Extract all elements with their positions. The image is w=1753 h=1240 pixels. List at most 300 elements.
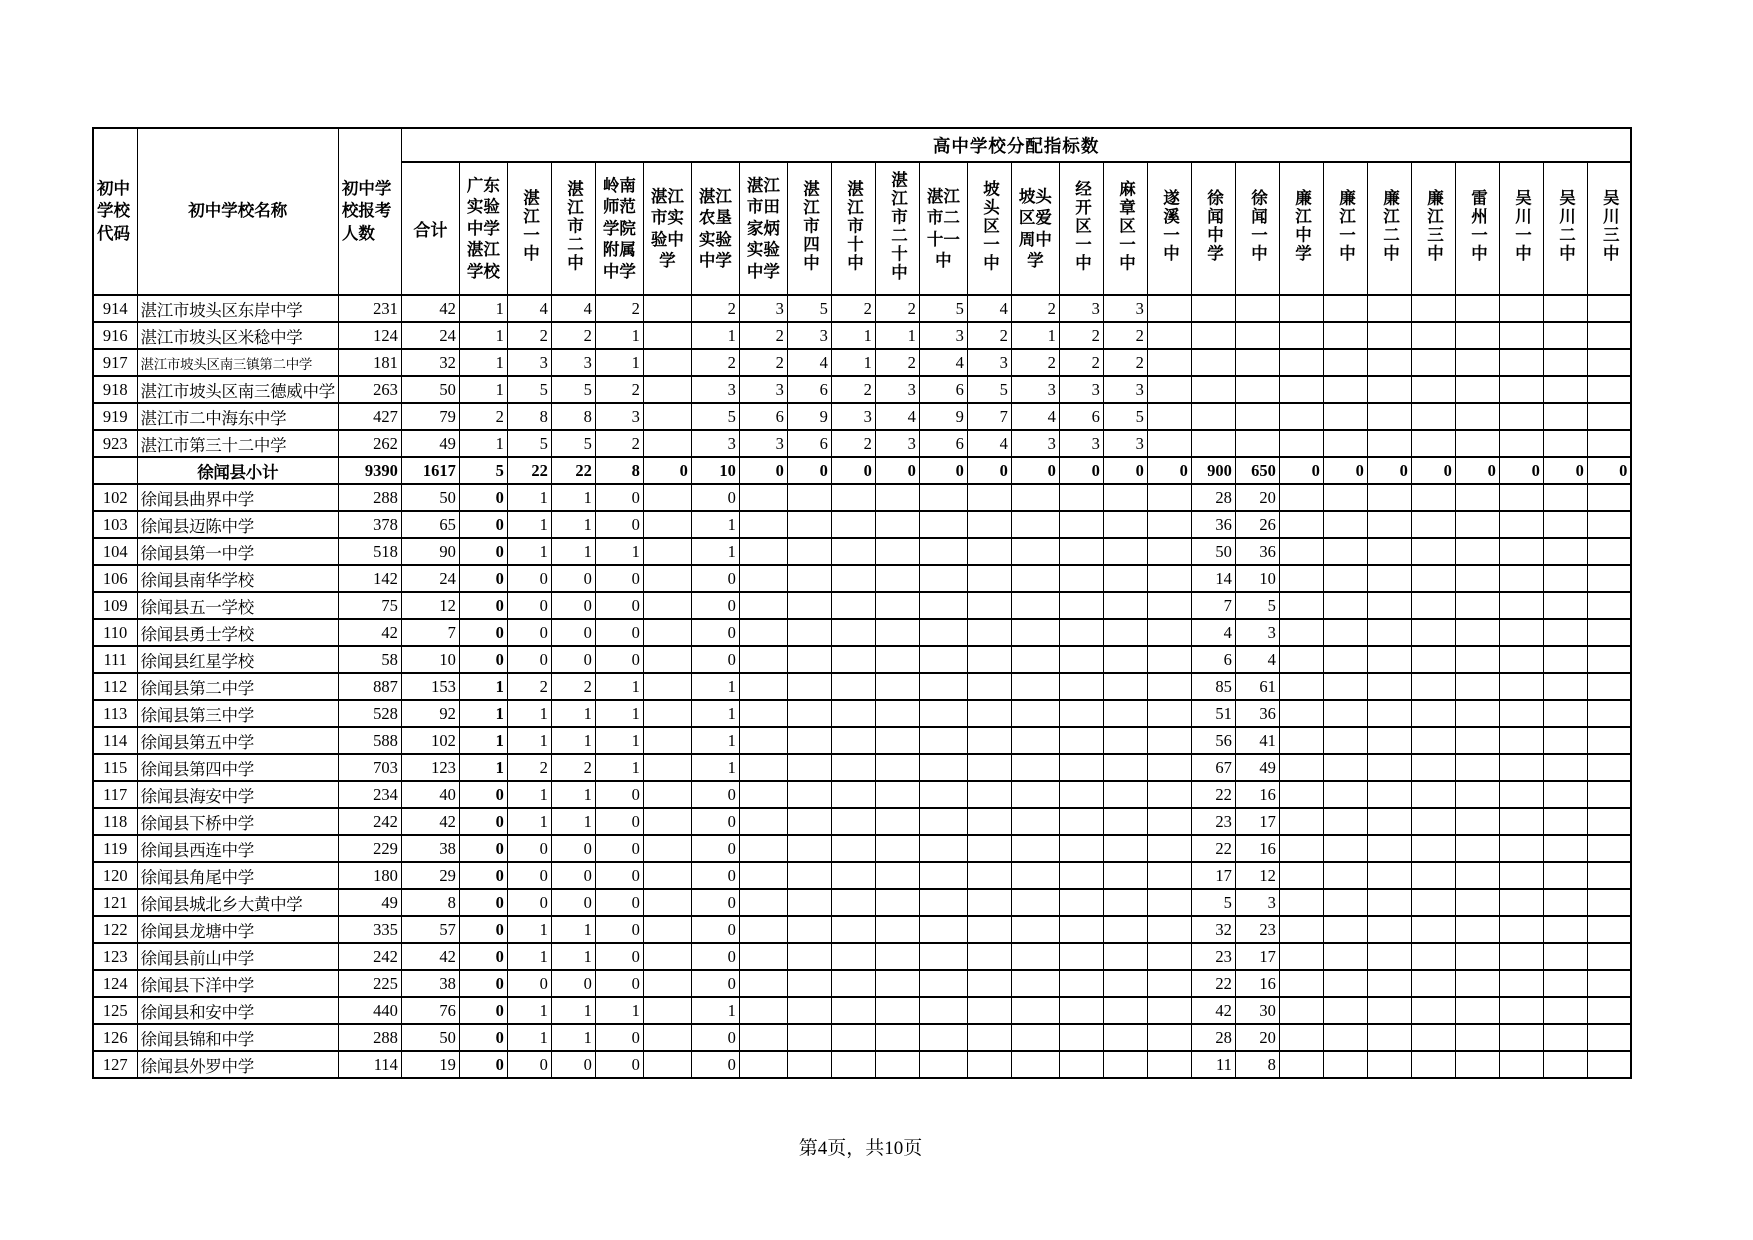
cell-quota-19	[1279, 997, 1323, 1024]
cell-quota-17: 28	[1191, 484, 1235, 511]
cell-quota-22	[1411, 484, 1455, 511]
cell-quota-17: 5	[1191, 889, 1235, 916]
cell-quota-6: 3	[691, 430, 739, 457]
cell-quota-1: 0	[459, 592, 507, 619]
table-row	[93, 403, 1631, 430]
cell-quota-5	[643, 862, 691, 889]
cell-quota-17: 51	[1191, 700, 1235, 727]
cell-quota-6: 1	[691, 511, 739, 538]
cell-quota-22	[1411, 376, 1455, 403]
cell-quota-25	[1543, 943, 1587, 970]
cell-quota-20	[1323, 673, 1367, 700]
cell-quota-13	[1011, 970, 1059, 997]
cell-quota-20	[1323, 592, 1367, 619]
cell-quota-8	[787, 862, 831, 889]
cell-quota-0: 38	[401, 835, 459, 862]
cell-quota-4: 0	[595, 916, 643, 943]
cell-school-code: 126	[93, 1024, 137, 1051]
cell-quota-13: 4	[1011, 403, 1059, 430]
cell-quota-22	[1411, 700, 1455, 727]
cell-quota-21	[1367, 403, 1411, 430]
cell-quota-5	[643, 646, 691, 673]
cell-quota-18: 17	[1235, 808, 1279, 835]
cell-quota-21	[1367, 781, 1411, 808]
cell-school-name: 徐闻县红星学校	[137, 646, 338, 673]
cell-applicants: 703	[338, 754, 401, 781]
cell-quota-21	[1367, 727, 1411, 754]
cell-quota-4: 2	[595, 295, 643, 322]
cell-school-name: 徐闻县南华学校	[137, 565, 338, 592]
cell-quota-0: 38	[401, 970, 459, 997]
cell-quota-22	[1411, 322, 1455, 349]
cell-quota-1: 0	[459, 1024, 507, 1051]
table-body	[93, 295, 1631, 1078]
cell-quota-7: 2	[739, 322, 787, 349]
cell-school-code: 917	[93, 349, 137, 376]
cell-quota-15	[1103, 916, 1147, 943]
cell-school-name: 湛江市坡头区南三镇第二中学	[137, 349, 338, 376]
table-row	[93, 700, 1631, 727]
cell-quota-18: 23	[1235, 916, 1279, 943]
table-row	[93, 1051, 1631, 1078]
cell-quota-2: 22	[507, 457, 551, 484]
cell-quota-10	[875, 1051, 919, 1078]
cell-applicants: 528	[338, 700, 401, 727]
table-row	[93, 808, 1631, 835]
cell-quota-3: 5	[551, 376, 595, 403]
cell-quota-4: 0	[595, 619, 643, 646]
cell-quota-3: 1	[551, 511, 595, 538]
table-row	[93, 538, 1631, 565]
cell-quota-23	[1455, 322, 1499, 349]
cell-quota-24	[1499, 997, 1543, 1024]
cell-quota-13	[1011, 619, 1059, 646]
cell-quota-3: 0	[551, 592, 595, 619]
cell-quota-9	[831, 943, 875, 970]
cell-quota-0: 153	[401, 673, 459, 700]
cell-quota-14	[1059, 997, 1103, 1024]
cell-quota-4: 1	[595, 997, 643, 1024]
cell-quota-19	[1279, 376, 1323, 403]
cell-quota-12	[967, 511, 1011, 538]
cell-quota-18	[1235, 376, 1279, 403]
cell-quota-10	[875, 835, 919, 862]
cell-school-code: 112	[93, 673, 137, 700]
cell-quota-26	[1587, 538, 1631, 565]
cell-quota-2: 1	[507, 538, 551, 565]
cell-quota-11: 5	[919, 295, 967, 322]
cell-quota-11	[919, 727, 967, 754]
cell-quota-16	[1147, 835, 1191, 862]
cell-quota-15	[1103, 646, 1147, 673]
cell-quota-11	[919, 916, 967, 943]
cell-quota-1: 0	[459, 916, 507, 943]
cell-quota-14	[1059, 646, 1103, 673]
cell-applicants: 427	[338, 403, 401, 430]
cell-quota-8	[787, 592, 831, 619]
cell-quota-14: 2	[1059, 322, 1103, 349]
cell-quota-14	[1059, 1024, 1103, 1051]
cell-quota-6: 0	[691, 970, 739, 997]
cell-quota-24	[1499, 916, 1543, 943]
table-row	[93, 430, 1631, 457]
cell-quota-16	[1147, 565, 1191, 592]
column-header-school-14: 经开区一中	[1059, 162, 1103, 295]
cell-quota-22	[1411, 619, 1455, 646]
column-header-school-5: 湛江市实验中学	[643, 162, 691, 295]
cell-quota-13	[1011, 835, 1059, 862]
cell-quota-14	[1059, 727, 1103, 754]
cell-quota-15	[1103, 727, 1147, 754]
cell-quota-15	[1103, 943, 1147, 970]
cell-quota-0: 49	[401, 430, 459, 457]
cell-quota-16	[1147, 1051, 1191, 1078]
cell-quota-19	[1279, 1024, 1323, 1051]
cell-quota-21	[1367, 376, 1411, 403]
cell-applicants: 335	[338, 916, 401, 943]
cell-quota-1: 1	[459, 376, 507, 403]
cell-quota-0: 50	[401, 376, 459, 403]
cell-applicants: 58	[338, 646, 401, 673]
cell-quota-6: 0	[691, 943, 739, 970]
cell-quota-16	[1147, 943, 1191, 970]
cell-quota-6: 1	[691, 673, 739, 700]
cell-quota-20	[1323, 862, 1367, 889]
cell-quota-20	[1323, 322, 1367, 349]
cell-quota-11	[919, 538, 967, 565]
cell-applicants: 42	[338, 619, 401, 646]
cell-quota-20	[1323, 646, 1367, 673]
cell-quota-21	[1367, 538, 1411, 565]
cell-quota-4: 0	[595, 943, 643, 970]
table-row	[93, 862, 1631, 889]
cell-quota-24	[1499, 349, 1543, 376]
cell-quota-0: 57	[401, 916, 459, 943]
cell-quota-14	[1059, 700, 1103, 727]
cell-school-code: 123	[93, 943, 137, 970]
cell-quota-18: 61	[1235, 673, 1279, 700]
cell-quota-21	[1367, 808, 1411, 835]
cell-quota-8	[787, 1024, 831, 1051]
cell-quota-1: 0	[459, 781, 507, 808]
cell-quota-21	[1367, 619, 1411, 646]
cell-quota-23	[1455, 1051, 1499, 1078]
column-header-school-19: 廉江中学	[1279, 162, 1323, 295]
cell-quota-18: 20	[1235, 1024, 1279, 1051]
cell-quota-9	[831, 646, 875, 673]
cell-quota-5	[643, 349, 691, 376]
cell-quota-13	[1011, 808, 1059, 835]
cell-quota-24	[1499, 835, 1543, 862]
cell-quota-21	[1367, 430, 1411, 457]
cell-quota-15: 2	[1103, 322, 1147, 349]
cell-quota-17: 50	[1191, 538, 1235, 565]
cell-quota-7	[739, 700, 787, 727]
cell-quota-12	[967, 565, 1011, 592]
cell-quota-7: 0	[739, 457, 787, 484]
cell-quota-10	[875, 484, 919, 511]
cell-quota-7: 3	[739, 376, 787, 403]
cell-quota-18: 49	[1235, 754, 1279, 781]
cell-quota-10	[875, 997, 919, 1024]
cell-quota-0: 40	[401, 781, 459, 808]
cell-quota-5	[643, 538, 691, 565]
cell-quota-2: 0	[507, 970, 551, 997]
cell-quota-0: 12	[401, 592, 459, 619]
cell-quota-22	[1411, 997, 1455, 1024]
cell-school-code: 127	[93, 1051, 137, 1078]
cell-quota-24	[1499, 565, 1543, 592]
cell-quota-5	[643, 403, 691, 430]
cell-school-name: 徐闻县角尾中学	[137, 862, 338, 889]
cell-quota-13	[1011, 997, 1059, 1024]
cell-quota-10: 2	[875, 349, 919, 376]
cell-quota-26	[1587, 295, 1631, 322]
cell-quota-2: 1	[507, 700, 551, 727]
cell-quota-3: 0	[551, 889, 595, 916]
cell-quota-2: 0	[507, 592, 551, 619]
cell-quota-11	[919, 673, 967, 700]
cell-school-code: 109	[93, 592, 137, 619]
cell-quota-21	[1367, 1051, 1411, 1078]
cell-quota-0: 102	[401, 727, 459, 754]
cell-quota-10	[875, 754, 919, 781]
cell-quota-12	[967, 754, 1011, 781]
cell-quota-26	[1587, 862, 1631, 889]
cell-quota-14	[1059, 592, 1103, 619]
cell-quota-5	[643, 295, 691, 322]
cell-quota-12: 0	[967, 457, 1011, 484]
cell-quota-16	[1147, 484, 1191, 511]
cell-quota-13	[1011, 727, 1059, 754]
cell-school-code: 119	[93, 835, 137, 862]
cell-quota-25	[1543, 484, 1587, 511]
cell-quota-8	[787, 673, 831, 700]
cell-quota-4: 3	[595, 403, 643, 430]
cell-quota-3: 0	[551, 1051, 595, 1078]
cell-quota-2: 2	[507, 673, 551, 700]
cell-quota-8	[787, 808, 831, 835]
cell-quota-25	[1543, 349, 1587, 376]
cell-quota-2: 0	[507, 889, 551, 916]
cell-quota-18	[1235, 349, 1279, 376]
cell-quota-13	[1011, 754, 1059, 781]
cell-quota-23	[1455, 808, 1499, 835]
cell-school-code: 914	[93, 295, 137, 322]
table-row	[93, 376, 1631, 403]
cell-quota-18: 12	[1235, 862, 1279, 889]
cell-quota-16	[1147, 889, 1191, 916]
cell-applicants: 378	[338, 511, 401, 538]
column-header-school-4: 岭南师范学院附属中学	[595, 162, 643, 295]
cell-quota-6: 0	[691, 862, 739, 889]
cell-school-code: 106	[93, 565, 137, 592]
cell-quota-9: 2	[831, 295, 875, 322]
cell-quota-7	[739, 646, 787, 673]
cell-quota-0: 123	[401, 754, 459, 781]
column-header-school-24: 吴川一中	[1499, 162, 1543, 295]
cell-quota-16	[1147, 781, 1191, 808]
cell-quota-0: 29	[401, 862, 459, 889]
cell-school-name: 徐闻县锦和中学	[137, 1024, 338, 1051]
cell-quota-23	[1455, 700, 1499, 727]
cell-quota-4: 0	[595, 592, 643, 619]
cell-school-name: 湛江市二中海东中学	[137, 403, 338, 430]
table-header	[93, 128, 1631, 295]
cell-quota-21	[1367, 592, 1411, 619]
cell-quota-26	[1587, 349, 1631, 376]
cell-quota-24	[1499, 376, 1543, 403]
cell-quota-17: 85	[1191, 673, 1235, 700]
cell-quota-9: 2	[831, 430, 875, 457]
cell-quota-7	[739, 916, 787, 943]
cell-quota-10	[875, 916, 919, 943]
cell-quota-22	[1411, 673, 1455, 700]
cell-quota-25	[1543, 727, 1587, 754]
cell-quota-3: 1	[551, 538, 595, 565]
cell-quota-10	[875, 592, 919, 619]
cell-quota-15	[1103, 484, 1147, 511]
cell-quota-19	[1279, 916, 1323, 943]
cell-quota-16	[1147, 970, 1191, 997]
cell-quota-15	[1103, 1051, 1147, 1078]
table-row	[93, 592, 1631, 619]
cell-applicants: 887	[338, 673, 401, 700]
cell-quota-4: 0	[595, 484, 643, 511]
cell-quota-9	[831, 484, 875, 511]
cell-quota-22	[1411, 565, 1455, 592]
cell-quota-13: 0	[1011, 457, 1059, 484]
cell-quota-22	[1411, 592, 1455, 619]
cell-quota-19	[1279, 673, 1323, 700]
cell-quota-23	[1455, 403, 1499, 430]
cell-quota-1: 0	[459, 619, 507, 646]
cell-quota-2: 1	[507, 727, 551, 754]
cell-quota-26	[1587, 700, 1631, 727]
cell-quota-0: 19	[401, 1051, 459, 1078]
cell-quota-14	[1059, 916, 1103, 943]
cell-quota-9	[831, 781, 875, 808]
cell-quota-3: 1	[551, 943, 595, 970]
header-quota-group: 高中学校分配指标数	[401, 128, 1631, 162]
cell-quota-2: 1	[507, 916, 551, 943]
cell-quota-17: 23	[1191, 943, 1235, 970]
cell-quota-11: 3	[919, 322, 967, 349]
cell-quota-11: 9	[919, 403, 967, 430]
cell-quota-0: 10	[401, 646, 459, 673]
cell-quota-9	[831, 673, 875, 700]
cell-quota-10	[875, 565, 919, 592]
cell-quota-8: 9	[787, 403, 831, 430]
cell-quota-17	[1191, 376, 1235, 403]
cell-quota-26	[1587, 376, 1631, 403]
cell-quota-23	[1455, 349, 1499, 376]
cell-quota-13	[1011, 673, 1059, 700]
cell-quota-25	[1543, 646, 1587, 673]
cell-quota-13: 3	[1011, 376, 1059, 403]
cell-quota-8	[787, 700, 831, 727]
cell-quota-12	[967, 781, 1011, 808]
cell-quota-1: 1	[459, 754, 507, 781]
cell-quota-25	[1543, 511, 1587, 538]
cell-quota-25	[1543, 403, 1587, 430]
cell-quota-6: 5	[691, 403, 739, 430]
cell-quota-21	[1367, 862, 1411, 889]
cell-quota-9	[831, 916, 875, 943]
column-header-school-11: 湛江市二十一中	[919, 162, 967, 295]
cell-quota-18: 16	[1235, 781, 1279, 808]
cell-quota-2: 4	[507, 295, 551, 322]
cell-quota-7	[739, 943, 787, 970]
cell-school-name: 徐闻县海安中学	[137, 781, 338, 808]
cell-quota-17	[1191, 295, 1235, 322]
cell-quota-9: 1	[831, 349, 875, 376]
cell-quota-19	[1279, 808, 1323, 835]
cell-quota-25	[1543, 376, 1587, 403]
cell-quota-20	[1323, 997, 1367, 1024]
cell-quota-19	[1279, 970, 1323, 997]
table-row	[93, 646, 1631, 673]
cell-quota-10	[875, 808, 919, 835]
cell-quota-0: 8	[401, 889, 459, 916]
cell-quota-2: 1	[507, 484, 551, 511]
cell-quota-23	[1455, 916, 1499, 943]
header-row-top	[93, 128, 1631, 162]
cell-quota-19	[1279, 592, 1323, 619]
cell-quota-12	[967, 646, 1011, 673]
cell-quota-1: 0	[459, 997, 507, 1024]
cell-quota-6: 0	[691, 889, 739, 916]
cell-quota-3: 2	[551, 673, 595, 700]
cell-quota-24	[1499, 970, 1543, 997]
cell-quota-25: 0	[1543, 457, 1587, 484]
cell-quota-23	[1455, 943, 1499, 970]
cell-quota-25	[1543, 754, 1587, 781]
cell-applicants: 225	[338, 970, 401, 997]
cell-quota-13	[1011, 592, 1059, 619]
cell-applicants: 229	[338, 835, 401, 862]
cell-quota-11	[919, 592, 967, 619]
cell-quota-18: 3	[1235, 889, 1279, 916]
cell-quota-17: 42	[1191, 997, 1235, 1024]
cell-applicants: 231	[338, 295, 401, 322]
cell-quota-21	[1367, 835, 1411, 862]
cell-quota-19	[1279, 403, 1323, 430]
cell-quota-15	[1103, 889, 1147, 916]
cell-quota-21	[1367, 484, 1411, 511]
cell-quota-1: 0	[459, 565, 507, 592]
cell-quota-14	[1059, 754, 1103, 781]
cell-quota-10	[875, 727, 919, 754]
cell-quota-19	[1279, 538, 1323, 565]
cell-quota-17: 6	[1191, 646, 1235, 673]
cell-quota-6: 0	[691, 808, 739, 835]
cell-quota-19	[1279, 700, 1323, 727]
cell-quota-10: 2	[875, 295, 919, 322]
cell-quota-4: 1	[595, 754, 643, 781]
cell-quota-22	[1411, 916, 1455, 943]
cell-quota-3: 0	[551, 862, 595, 889]
cell-quota-12	[967, 835, 1011, 862]
cell-school-name: 湛江市第三十二中学	[137, 430, 338, 457]
cell-school-code: 111	[93, 646, 137, 673]
cell-quota-1: 1	[459, 727, 507, 754]
cell-quota-20: 0	[1323, 457, 1367, 484]
cell-quota-3: 5	[551, 430, 595, 457]
cell-quota-3: 1	[551, 916, 595, 943]
cell-quota-20	[1323, 484, 1367, 511]
cell-quota-12: 4	[967, 295, 1011, 322]
